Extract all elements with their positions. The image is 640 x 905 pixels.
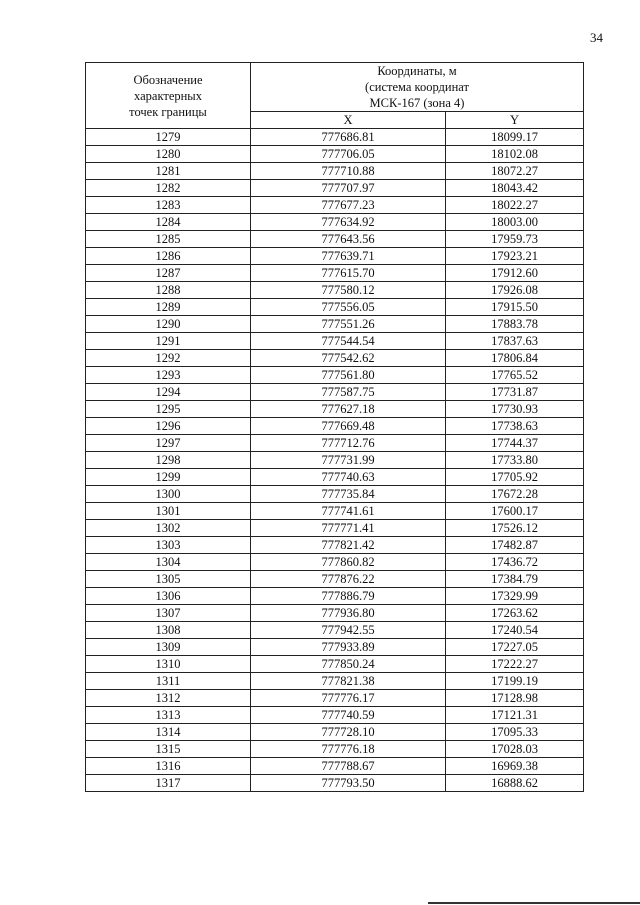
point-number-cell: 1298 — [86, 452, 251, 469]
x-coordinate-cell: 777850.24 — [251, 656, 446, 673]
point-number-cell: 1317 — [86, 775, 251, 792]
point-number-cell: 1279 — [86, 129, 251, 146]
point-number-cell: 1304 — [86, 554, 251, 571]
y-coordinate-cell: 18102.08 — [446, 146, 584, 163]
table-row — [86, 469, 584, 486]
point-number-cell: 1293 — [86, 367, 251, 384]
y-coordinate-cell: 18022.27 — [446, 197, 584, 214]
point-number-cell: 1301 — [86, 503, 251, 520]
point-number-cell: 1316 — [86, 758, 251, 775]
page-number: 34 — [590, 30, 603, 45]
x-coordinate-cell: 777643.56 — [251, 231, 446, 248]
table-row — [86, 265, 584, 282]
x-coordinate-cell: 777886.79 — [251, 588, 446, 605]
table-row — [86, 129, 584, 146]
y-coordinate-cell: 17600.17 — [446, 503, 584, 520]
y-coordinate-cell: 17733.80 — [446, 452, 584, 469]
table-row — [86, 724, 584, 741]
y-coordinate-cell: 17730.93 — [446, 401, 584, 418]
y-coordinate-cell: 17765.52 — [446, 367, 584, 384]
y-coordinate-cell: 18099.17 — [446, 129, 584, 146]
point-number-cell: 1302 — [86, 520, 251, 537]
point-designation-header — [86, 63, 251, 129]
x-coordinate-cell: 777942.55 — [251, 622, 446, 639]
point-number-cell: 1315 — [86, 741, 251, 758]
y-coordinate-cell: 17526.12 — [446, 520, 584, 537]
table-row — [86, 554, 584, 571]
point-number-cell: 1308 — [86, 622, 251, 639]
coord-header-line: МСК-167 (зона 4) — [369, 96, 465, 110]
point-header-line: Обозначение — [133, 72, 203, 87]
y-coordinate-cell: 17912.60 — [446, 265, 584, 282]
x-coordinate-cell: 777556.05 — [251, 299, 446, 316]
table-row — [86, 384, 584, 401]
x-coordinate-cell: 777776.17 — [251, 690, 446, 707]
table-row — [86, 503, 584, 520]
y-coordinate-cell: 17240.54 — [446, 622, 584, 639]
x-coordinate-cell: 777544.54 — [251, 333, 446, 350]
table-row — [86, 316, 584, 333]
footer-rule — [428, 902, 640, 904]
point-number-cell: 1291 — [86, 333, 251, 350]
x-column-header: X — [251, 112, 446, 129]
table-row — [86, 418, 584, 435]
x-coordinate-cell: 777669.48 — [251, 418, 446, 435]
y-coordinate-cell: 17883.78 — [446, 316, 584, 333]
coord-header-line: (система координат — [365, 80, 469, 94]
table-row — [86, 163, 584, 180]
table-row — [86, 741, 584, 758]
point-number-cell: 1312 — [86, 690, 251, 707]
table-row — [86, 299, 584, 316]
y-coordinate-cell: 17128.98 — [446, 690, 584, 707]
table-row — [86, 571, 584, 588]
point-number-cell: 1282 — [86, 180, 251, 197]
table-row — [86, 520, 584, 537]
x-coordinate-cell: 777776.18 — [251, 741, 446, 758]
table-row — [86, 690, 584, 707]
point-number-cell: 1303 — [86, 537, 251, 554]
x-coordinate-cell: 777821.42 — [251, 537, 446, 554]
point-number-cell: 1305 — [86, 571, 251, 588]
point-number-cell: 1287 — [86, 265, 251, 282]
point-number-cell: 1288 — [86, 282, 251, 299]
y-coordinate-cell: 17731.87 — [446, 384, 584, 401]
point-number-cell: 1294 — [86, 384, 251, 401]
y-coordinate-cell: 17222.27 — [446, 656, 584, 673]
coord-header-line: Координаты, м — [377, 64, 457, 78]
y-coordinate-cell: 17227.05 — [446, 639, 584, 656]
y-coordinate-cell: 17199.19 — [446, 673, 584, 690]
y-coordinate-cell: 17482.87 — [446, 537, 584, 554]
x-coordinate-cell: 777731.99 — [251, 452, 446, 469]
table-row — [86, 180, 584, 197]
x-coordinate-cell: 777639.71 — [251, 248, 446, 265]
table-row — [86, 350, 584, 367]
y-coordinate-cell: 17959.73 — [446, 231, 584, 248]
y-coordinate-cell: 16969.38 — [446, 758, 584, 775]
table-row — [86, 452, 584, 469]
x-coordinate-cell: 777740.59 — [251, 707, 446, 724]
x-coordinate-cell: 777860.82 — [251, 554, 446, 571]
x-coordinate-cell: 777615.70 — [251, 265, 446, 282]
point-number-cell: 1281 — [86, 163, 251, 180]
point-number-cell: 1289 — [86, 299, 251, 316]
x-coordinate-cell: 777740.63 — [251, 469, 446, 486]
point-number-cell: 1292 — [86, 350, 251, 367]
x-coordinate-cell: 777933.89 — [251, 639, 446, 656]
point-number-cell: 1307 — [86, 605, 251, 622]
table-row — [86, 248, 584, 265]
table-row — [86, 622, 584, 639]
table-row — [86, 486, 584, 503]
y-column-header: Y — [446, 112, 584, 129]
point-number-cell: 1285 — [86, 231, 251, 248]
point-number-cell: 1311 — [86, 673, 251, 690]
point-number-cell: 1296 — [86, 418, 251, 435]
y-coordinate-cell: 17923.21 — [446, 248, 584, 265]
table-row — [86, 707, 584, 724]
x-coordinate-cell: 777686.81 — [251, 129, 446, 146]
table-row — [86, 197, 584, 214]
table-row — [86, 605, 584, 622]
x-coordinate-cell: 777793.50 — [251, 775, 446, 792]
x-coordinate-cell: 777728.10 — [251, 724, 446, 741]
x-coordinate-cell: 777771.41 — [251, 520, 446, 537]
point-number-cell: 1283 — [86, 197, 251, 214]
y-coordinate-cell: 16888.62 — [446, 775, 584, 792]
x-coordinate-cell: 777735.84 — [251, 486, 446, 503]
table-row — [86, 401, 584, 418]
x-coordinate-cell: 777561.80 — [251, 367, 446, 384]
x-coordinate-cell: 777936.80 — [251, 605, 446, 622]
table-row — [86, 588, 584, 605]
y-coordinate-cell: 17744.37 — [446, 435, 584, 452]
point-number-cell: 1306 — [86, 588, 251, 605]
table-header-row — [86, 63, 584, 112]
y-coordinate-cell: 17926.08 — [446, 282, 584, 299]
x-coordinate-cell: 777580.12 — [251, 282, 446, 299]
table-row — [86, 639, 584, 656]
point-number-cell: 1300 — [86, 486, 251, 503]
point-header-line: характерных — [134, 88, 202, 103]
table-row — [86, 231, 584, 248]
x-coordinate-cell: 777677.23 — [251, 197, 446, 214]
x-coordinate-cell: 777587.75 — [251, 384, 446, 401]
y-coordinate-cell: 17705.92 — [446, 469, 584, 486]
x-coordinate-cell: 777707.97 — [251, 180, 446, 197]
table-row — [86, 656, 584, 673]
x-coordinate-cell: 777710.88 — [251, 163, 446, 180]
y-coordinate-cell: 17095.33 — [446, 724, 584, 741]
table-row — [86, 758, 584, 775]
y-coordinate-cell: 17672.28 — [446, 486, 584, 503]
point-number-cell: 1290 — [86, 316, 251, 333]
y-coordinate-cell: 18043.42 — [446, 180, 584, 197]
point-number-cell: 1309 — [86, 639, 251, 656]
table-row — [86, 214, 584, 231]
table-row — [86, 367, 584, 384]
point-number-cell: 1313 — [86, 707, 251, 724]
y-coordinate-cell: 17738.63 — [446, 418, 584, 435]
y-coordinate-cell: 18003.00 — [446, 214, 584, 231]
y-coordinate-cell: 18072.27 — [446, 163, 584, 180]
y-coordinate-cell: 17121.31 — [446, 707, 584, 724]
y-coordinate-cell: 17028.03 — [446, 741, 584, 758]
y-coordinate-cell: 17384.79 — [446, 571, 584, 588]
y-coordinate-cell: 17915.50 — [446, 299, 584, 316]
point-number-cell: 1299 — [86, 469, 251, 486]
x-coordinate-cell: 777788.67 — [251, 758, 446, 775]
y-coordinate-cell: 17329.99 — [446, 588, 584, 605]
point-number-cell: 1295 — [86, 401, 251, 418]
x-coordinate-cell: 777706.05 — [251, 146, 446, 163]
point-header-line: точек границы — [129, 104, 207, 119]
table-row — [86, 775, 584, 792]
y-coordinate-cell: 17436.72 — [446, 554, 584, 571]
table-body — [86, 129, 584, 792]
table-row — [86, 333, 584, 350]
x-coordinate-cell: 777627.18 — [251, 401, 446, 418]
point-number-cell: 1284 — [86, 214, 251, 231]
point-number-cell: 1310 — [86, 656, 251, 673]
x-coordinate-cell: 777712.76 — [251, 435, 446, 452]
table-row — [86, 537, 584, 554]
x-coordinate-cell: 777876.22 — [251, 571, 446, 588]
point-number-cell: 1286 — [86, 248, 251, 265]
x-coordinate-cell: 777821.38 — [251, 673, 446, 690]
x-coordinate-cell: 777542.62 — [251, 350, 446, 367]
y-coordinate-cell: 17806.84 — [446, 350, 584, 367]
table-row — [86, 435, 584, 452]
x-coordinate-cell: 777634.92 — [251, 214, 446, 231]
coordinates-table — [85, 62, 584, 792]
table-row — [86, 673, 584, 690]
y-coordinate-cell: 17837.63 — [446, 333, 584, 350]
y-coordinate-cell: 17263.62 — [446, 605, 584, 622]
point-number-cell: 1280 — [86, 146, 251, 163]
point-number-cell: 1297 — [86, 435, 251, 452]
point-number-cell: 1314 — [86, 724, 251, 741]
coordinates-header — [251, 63, 584, 112]
x-coordinate-cell: 777551.26 — [251, 316, 446, 333]
table-row — [86, 146, 584, 163]
table-row — [86, 282, 584, 299]
x-coordinate-cell: 777741.61 — [251, 503, 446, 520]
